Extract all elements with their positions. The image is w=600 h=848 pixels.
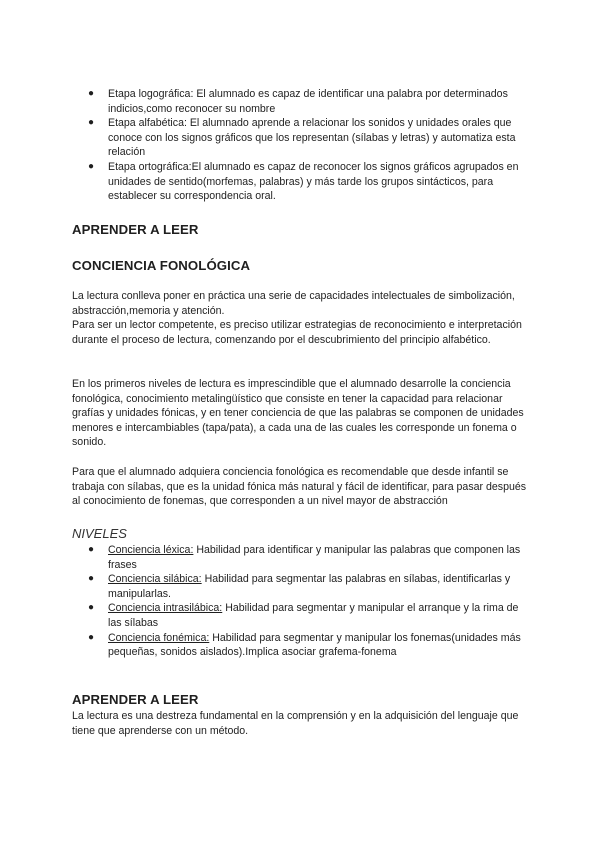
paragraph: Para que el alumnado adquiera conciencia fonológica es recomendable que desde infantil se trabaja con sílabas, que es la unidad fónica más natural y fácil de identificar, para pasar después al conocimiento de fonemas, que corresponden a un nivel mayor de abstracción (72, 466, 527, 508)
bullet-icon: ● (88, 160, 95, 172)
list-item: ● Etapa alfabética: El alumnado aprende a relacionar los sonidos y unidades orales que conoce con los signos gráficos que los representan (sílabas y letras) y automatiza esta relación (88, 117, 516, 159)
list-item: ● Conciencia intrasilábica: Habilidad para segmentar y manipular el arranque y la rima de las sílabas (88, 602, 519, 629)
list-item: ● Etapa logográfica: El alumnado es capaz de identificar una palabra por determinados indicios,como reconocer su nombre (88, 88, 508, 115)
paragraph: La lectura es una destreza fundamental en la comprensión y en la adquisición del lenguaje que tiene que aprenderse con un método. (72, 710, 519, 737)
bullet-icon: ● (88, 631, 95, 643)
bullet-icon: ● (88, 602, 95, 614)
heading-aprender-a-leer-2: APRENDER A LEER (72, 692, 199, 707)
bullet-icon: ● (88, 117, 95, 129)
list-item: ● Etapa ortográfica:El alumnado es capaz de reconocer los signos gráficos agrupados en unidades de sentido(morfemas, palabras) y más tarde los grupos sintácticos, para establecer su correspondencia oral. (88, 160, 519, 203)
bullet-icon: ● (88, 88, 95, 99)
paragraph: En los primeros niveles de lectura es imprescindible que el alumnado desarrolle la conciencia fonológica, conocimiento metalingüístico que consiste en tener la capacidad para relacionar grafías y unidades fónicas, y en tener conciencia de que las palabras se componen de unidades menores e intercambiables (tapa/pata), a cada una de las cuales les corresponde un fonema o sonido. (72, 378, 524, 449)
stages-list (72, 87, 534, 204)
niveles-heading: NIVELES (72, 526, 127, 541)
bullet-icon: ● (88, 544, 95, 555)
list-item: ● Conciencia silábica: Habilidad para segmentar las palabras en sílabas, identificarlas y manipularlas. (88, 573, 511, 600)
bullet-icon: ● (88, 573, 95, 585)
heading-conciencia-fonologica: CONCIENCIA FONOLÓGICA (72, 258, 251, 273)
list-item: ● Conciencia fonémica: Habilidad para segmentar y manipular los fonemas(unidades más pequeñas, sonidos aislados).Implica asociar grafema-fonema (88, 631, 521, 659)
list-item: ● Conciencia léxica: Habilidad para identificar y manipular las palabras que componen las frases (88, 544, 521, 571)
paragraph: La lectura conlleva poner en práctica una serie de capacidades intelectuales de simbolización, abstracción,memoria y atención. Para ser un lector competente, es preciso utilizar estrategias de reconocimiento e interpretación durante el proceso de lectura, comenzando por el descubrimiento del principio alfabético. (72, 290, 522, 346)
niveles-list (72, 543, 534, 660)
heading-aprender-a-leer: APRENDER A LEER (72, 222, 199, 237)
